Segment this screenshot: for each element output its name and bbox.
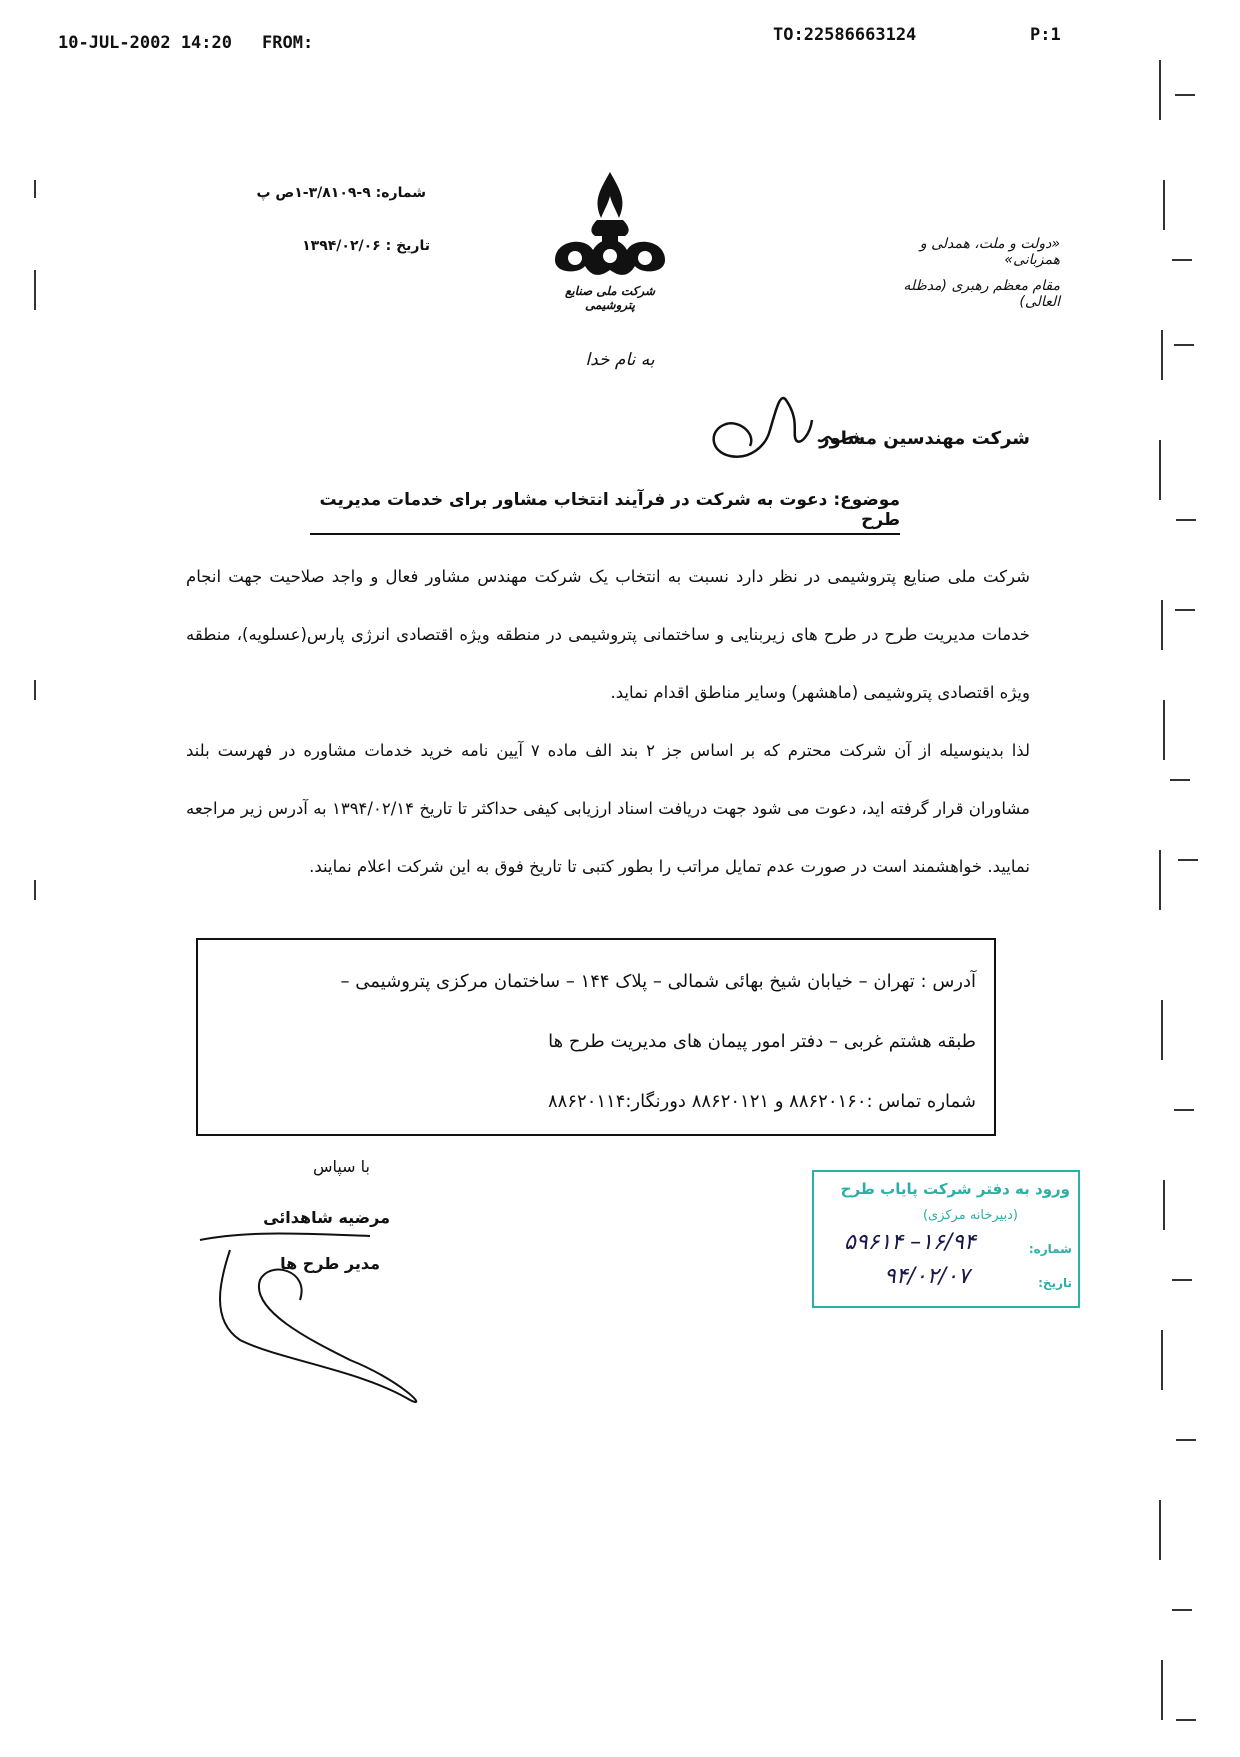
company-logo	[545, 170, 675, 310]
slogan-line-1: «دولت و ملت، همدلی و همزبانی»	[919, 236, 1060, 268]
slogan-line-2: مقام معظم رهبری (مدظله العالی)	[903, 278, 1060, 310]
address-line-1: آدرس : تهران – خیابان شیخ بهائی شمالی – پلاک ۱۴۴ – ساختمان مرکزی پتروشیمی –	[340, 971, 976, 992]
stamp-date-value: ۹۴/۰۲/۰۷	[884, 1264, 970, 1289]
signature-scribble-icon	[190, 1210, 470, 1410]
fax-page-number: P:1	[1030, 25, 1061, 45]
signature	[190, 1210, 470, 1410]
address-box	[196, 938, 996, 1136]
logo-caption: شرکت ملی صنایع پتروشیمی	[564, 284, 656, 312]
address-line-2: طبقه هشتم غربی – دفتر امور پیمان های مدیریت طرح ها	[548, 1031, 976, 1052]
stamp-subtitle: (دبیرخانه مرکزی)	[922, 1208, 1018, 1223]
scan-artifact-lines-icon	[1150, 0, 1240, 1753]
letter-date: تاریخ : ۱۳۹۴/۰۲/۰۶	[302, 238, 430, 254]
bismillah: به نام خدا	[585, 350, 655, 370]
recipient-name: شرکت مهندسین مشاور	[819, 428, 1030, 449]
address-contact-numbers: شماره تماس :۸۸۶۲۰۱۶۰ و ۸۸۶۲۰۱۲۱ دورنگار:۸۸۶۲۰۱۱۴	[548, 1091, 976, 1112]
fax-to-number: TO:22586663124	[773, 25, 917, 45]
body-paragraph-1: شرکت ملی صنایع پتروشیمی در نظر دارد نسبت به انتخاب یک شرکت مهندس مشاور فعال و واجد صلاحیت جهت انجام خدمات مدیریت طرح در طرح های زیربنایی و ساختمانی پتروشیمی در منطقه ویژه اقتصادی انرژی پارس(عسلویه)، منطقه ویژه اقتصادی پتروشیمی (ماهشهر) وسایر مناطق اقدام نماید.	[186, 567, 1030, 702]
scan-left-marks	[30, 180, 40, 940]
body-paragraph-2: لذا بدینوسیله از آن شرکت محترم که بر اساس جز ۲ بند الف ماده ۷ آیین نامه خرید خدمات مشاوره در فهرست بلند مشاوران قرار گرفته اید، دعوت می شود جهت دریافت اسناد ارزیابی کیفی حداکثر تا تاریخ ۱۳۹۴/۰۲/۱۴ به آدرس زیر مراجعه نمایید. خواهشمند است در صورت عدم تمایل مراتب را بطور کتبی تا تاریخ فوق به این شرکت اعلام نمایند.	[186, 741, 1031, 876]
signer-name: مرضیه شاهدائی	[263, 1208, 390, 1227]
reference-number: شماره: ۹-۳/۸۱۰۹-۱ص پ	[256, 185, 426, 201]
scan-edge-marks	[1150, 0, 1240, 1753]
received-stamp	[812, 1170, 1080, 1308]
signer-title: مدیر طرح ها	[280, 1254, 380, 1273]
subject-line: موضوع: دعوت به شرکت در فرآیند انتخاب مشاور برای خدمات مدیریت طرح	[310, 490, 900, 535]
fax-datetime: 10-JUL-2002 14:20	[58, 33, 232, 53]
stamp-title: ورود به دفتر شرکت پایاب طرح	[840, 1180, 1070, 1198]
stamp-number-value: ۱۶/۹۴– ۵۹۶۱۴	[844, 1230, 976, 1255]
stamp-date-label: تاریخ:	[1038, 1276, 1072, 1290]
scan-left-artifact-icon	[30, 180, 40, 940]
fax-from-label: FROM:	[262, 33, 314, 53]
stamp-number-label: شماره:	[1028, 1242, 1072, 1256]
closing-thanks: با سپاس	[312, 1157, 370, 1176]
